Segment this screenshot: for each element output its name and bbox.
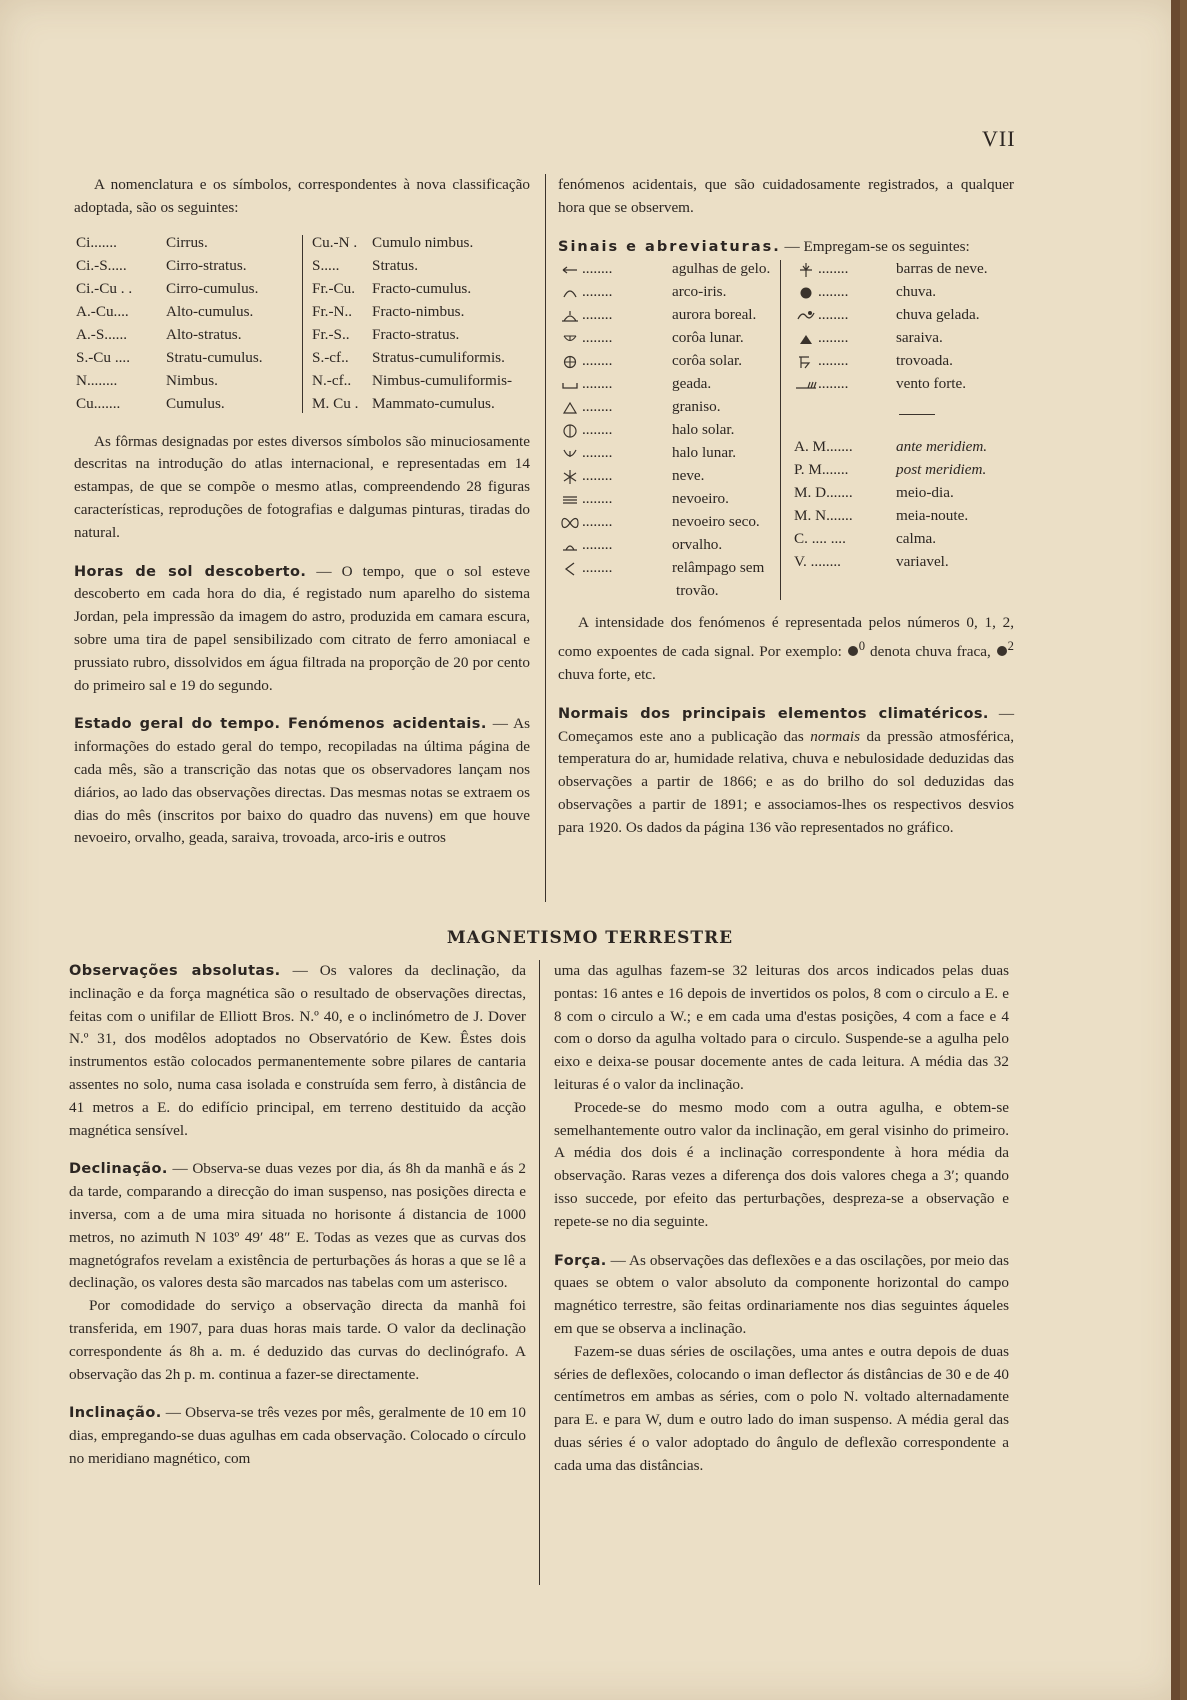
snow-icon: [558, 465, 582, 488]
leader-dots: ........: [582, 444, 613, 462]
abbreviation-value: post meridiem.: [896, 461, 987, 479]
sign-row: [558, 304, 780, 327]
sign-label: geada.: [672, 375, 712, 393]
horas-heading: Horas de sol descoberto.: [74, 563, 307, 580]
incl-continued-2: Procede-se do mesmo modo com a outra agulha, e obtem-se semelhantemente outro valor da inclinação, em geral visinho do primeiro. A média dos dois é a inclinação correspondente à hora média da observação. Raras vezes a diferença dos dois valores chega a 3′; quando isso succede, por efeito das perturbações, despreza-se a observação e repete-se no dia seguinte.: [554, 1098, 1009, 1230]
decl-text: — Observa-se duas vezes por dia, ás 8h da manhã e ás 2 da tarde, comparando a direcção do iman suspenso, nas posições directa e inversa, com a de uma mira situada no horisonte á distancia de 1000 metros, no azimuth N 103º 49′ 48″ E. Todas as vezes que as curvas dos magnetógrafos revelam a existência de perturbações ás horas a que se lê a declinação, os valores desta são marcados nas tabelas com um asterisco.: [69, 1160, 526, 1292]
sign-label: aurora boreal.: [672, 306, 757, 324]
cloud-table: [74, 231, 530, 417]
sign-row: [558, 511, 780, 534]
intensidade-text: A intensidade dos fenómenos é representada pelos números 0, 1, 2, como expoentes de cada signal. Por exemplo:: [558, 614, 1014, 661]
sign-row: [794, 258, 1018, 281]
obs-paragraph: [69, 960, 526, 1142]
forca-heading: Força.: [554, 1252, 607, 1269]
strong-wind-icon: [794, 373, 818, 396]
leader-dots: ........: [818, 306, 849, 324]
cloud-name: Mammato-cumulus.: [372, 394, 495, 412]
cloud-row: [312, 300, 512, 323]
cloud-name: Alto-cumulus.: [166, 302, 254, 320]
cloud-list-left: [76, 231, 263, 415]
cloud-row: [76, 323, 263, 346]
sign-row: [558, 465, 780, 488]
normais-text-2: da pressão atmosférica, temperatura do ar, humidade relativa, chuva e nebulosidade deduzidas das observações a partir de 1866; e as do brilho do sol deduzidas das observações a partir de 1891; e associamos-lhes os respectivos desvios para 1920. Os dados da página 136 vão representados no gráfico.: [558, 727, 1014, 836]
normais-paragraph: [558, 703, 1014, 840]
cloud-name: Nimbus.: [166, 371, 218, 389]
decl-heading: Declinação.: [69, 1161, 168, 1178]
sign-label: trovoada.: [896, 352, 953, 370]
abbreviation-value: variavel.: [896, 553, 949, 571]
sign-label: corôa solar.: [672, 352, 743, 370]
signs-table: [558, 258, 1014, 604]
cloud-row: [76, 392, 263, 415]
sign-label: barras de neve.: [896, 260, 988, 278]
abbreviation-value: calma.: [896, 530, 937, 548]
rain-icon: [847, 645, 859, 657]
column-divider-top: [545, 174, 546, 902]
column-divider-bottom: [539, 960, 540, 1585]
abbreviation-key: C. .... ....: [794, 530, 846, 548]
abbreviation-key: P. M.......: [794, 461, 849, 479]
incl-text: — Observa-se três vezes por mês, geralmente de 10 em 10 dias, empregando-se duas agulhas em cada observação. Colocado o círculo no meridiano magnético, com: [69, 1404, 526, 1467]
abbreviation-value: meia-noute.: [896, 507, 969, 525]
cloud-name: Alto-stratus.: [166, 325, 242, 343]
sign-row: [558, 373, 780, 396]
hail-icon: [794, 327, 818, 350]
left-bottom-column: [69, 960, 526, 1471]
leader-dots: ........: [582, 490, 613, 508]
rain-icon: [794, 281, 818, 304]
cloud-row: [76, 277, 263, 300]
forca-text: — As observações das deflexões e a das oscilações, por meio das quaes se obtem o valor absoluto da componente horizontal do campo magnético terrestre, são feitas ordinariamente nos dias seguintes áqueles em que se observa a inclinação.: [554, 1251, 1009, 1337]
cloud-abbreviation: Cu.......: [76, 394, 121, 412]
cloud-row: [312, 323, 512, 346]
abbreviation-row: [794, 505, 1018, 528]
cloud-abbreviation: N........: [76, 371, 118, 389]
sign-label: chuva gelada.: [896, 306, 980, 324]
leader-dots: ........: [582, 329, 613, 347]
solar-corona-icon: [558, 350, 582, 373]
page-number: VII: [982, 126, 1016, 151]
page-edge: [1171, 0, 1180, 1700]
sign-row: [794, 373, 1018, 396]
sign-label-continued: trovão.: [676, 582, 719, 600]
signs-divider: [780, 260, 781, 600]
abbreviation-key: M. D.......: [794, 484, 853, 502]
estado-text: — As informações do estado geral do tempo, recopiladas na última página de cada mês, são a transcrição das notas que os observadores lançam nos diários, ao lado das observações directas. Das mesmas notas se extraem os dias do mês (inscritos por baixo do quadro das nuvens) em que houve nevoeiro, orvalho, geada, saraiva, trovoada, arco-iris e outros: [74, 715, 530, 847]
sign-row: [794, 327, 1018, 350]
cloud-abbreviation: Fr.-N..: [312, 302, 353, 320]
cloud-row: [312, 369, 512, 392]
sign-label: vento forte.: [896, 375, 967, 393]
cloud-abbreviation: Ci.-S.....: [76, 256, 127, 274]
abbreviation-key: V. ........: [794, 553, 841, 571]
dew-icon: [558, 534, 582, 557]
leader-dots: ........: [582, 283, 613, 301]
rainbow-icon: [558, 281, 582, 304]
cloud-abbreviation: S.-Cu ....: [76, 348, 131, 366]
sign-row: [558, 419, 780, 442]
abbrev-separator: [899, 414, 935, 415]
rain-icon: [996, 645, 1008, 657]
cloud-name: Stratu-cumulus.: [166, 348, 263, 366]
normais-heading: Normais dos principais elementos climatéricos.: [558, 705, 989, 722]
forca-paragraph: [554, 1250, 1009, 1341]
cloud-row: [312, 231, 512, 254]
cloud-abbreviation: N.-cf..: [312, 371, 352, 389]
right-top-column: [558, 174, 1014, 840]
sign-label: corôa lunar.: [672, 329, 744, 347]
cloud-name: Fracto-nimbus.: [372, 302, 465, 320]
cloud-abbreviation: M. Cu .: [312, 394, 359, 412]
abbreviation-value: ante meridiem.: [896, 438, 988, 456]
leader-dots: ........: [582, 421, 613, 439]
cloud-abbreviation: A.-Cu....: [76, 302, 129, 320]
abbreviation-key: M. N.......: [794, 507, 853, 525]
sign-label: agulhas de gelo.: [672, 260, 771, 278]
normais-text-1: — Começamos este ano a publicação das: [558, 704, 1015, 745]
right-bottom-column: [554, 960, 1009, 1478]
needle-icon: [558, 258, 582, 281]
rain-strong-example: 2: [996, 643, 1014, 660]
obs-heading: Observações absolutas.: [69, 963, 281, 979]
sign-row: [794, 304, 1018, 327]
leader-dots: ........: [582, 536, 613, 554]
sign-label: halo solar.: [672, 421, 735, 439]
sign-label: orvalho.: [672, 536, 723, 554]
snow-bars-icon: [794, 258, 818, 281]
cloud-abbreviation: S.-cf..: [312, 348, 349, 366]
horas-paragraph: [74, 561, 530, 698]
sign-row: [558, 442, 780, 465]
thunderstorm-icon: [794, 350, 818, 373]
fog-icon: [558, 488, 582, 511]
leader-dots: ........: [582, 559, 613, 577]
cloud-row: [76, 300, 263, 323]
cloud-row: [76, 254, 263, 277]
leader-dots: ........: [582, 352, 613, 370]
incl-continued: uma das agulhas fazem-se 32 leituras dos arcos indicados pelas duas pontas: 16 antes e 16 depois de invertidos os polos, 8 com o circulo a E. e 8 com o circulo a W.; e em cada uma d'estas posições, 4 com a face e 4 com o dorso da agulha voltado para o circulo. Suspende-se a agulha pelo eixo e deixa-se pousar docemente antes de cada leitura. A média das 32 leituras é o valor da inclinação.: [554, 962, 1009, 1093]
cloud-row: [76, 231, 263, 254]
cloud-list-right: [312, 231, 512, 415]
aurora-icon: [558, 304, 582, 327]
abbreviation-row: [794, 459, 1018, 482]
sign-row: [558, 350, 780, 373]
cloud-name: Stratus.: [372, 256, 418, 274]
sign-row: [558, 557, 780, 580]
cloud-name: Cumulus.: [166, 394, 225, 412]
solar-halo-icon: [558, 419, 582, 442]
lunar-corona-icon: [558, 327, 582, 350]
cloud-name: Cirro-cumulus.: [166, 279, 259, 297]
cloud-row: [312, 392, 512, 415]
incl-paragraph: [69, 1402, 526, 1470]
cloud-abbreviation: A.-S......: [76, 325, 128, 343]
cloud-abbreviation: Ci.-Cu . .: [76, 279, 133, 297]
sign-label: saraiva.: [896, 329, 943, 347]
leader-dots: ........: [818, 352, 849, 370]
cloud-abbreviation: Ci.......: [76, 233, 117, 251]
sign-label: nevoeiro seco.: [672, 513, 760, 531]
sign-label: nevoeiro.: [672, 490, 729, 508]
signs-list-left: [558, 258, 780, 603]
decl-paragraph: [69, 1158, 526, 1295]
intensidade-paragraph: [558, 612, 1014, 686]
cloud-abbreviation: Cu.-N .: [312, 233, 358, 251]
leader-dots: ........: [582, 375, 613, 393]
leader-dots: ........: [582, 398, 613, 416]
section-title: MAGNETISMO TERRESTRE: [446, 928, 734, 948]
leader-dots: ........: [582, 260, 613, 278]
nomenclature-intro: A nomenclatura e os símbolos, correspondentes à nova classificação adoptada, são os seguintes:: [74, 176, 530, 216]
cloud-abbreviation: Fr.-Cu.: [312, 279, 356, 297]
obs-text: — Os valores da declinação, da inclinação e da força magnética são o resultado de observações directas, feitas com o unifilar de Elliott Bros. N.º 40, e o inclinómetro de J. Dover N.º 31, dos modêlos adoptados no Observatório de Kew. Êstes dois instrumentos estão colocados permanentemente sobre pilares de cantaria assentes no solo, numa casa isolada e construída sem ferro, à distância de 41 metros a E. do edifício principal, em terreno destituido da acção magnética sensível.: [69, 962, 526, 1139]
cloud-row: [312, 346, 512, 369]
intensidade-example-1: denota chuva fraca,: [870, 643, 991, 661]
cloud-name: Stratus-cumuliformis.: [372, 348, 505, 366]
sign-row: [794, 281, 1018, 304]
horas-text: — O tempo, que o sol esteve descoberto em cada hora do dia, é registado num aparelho do sistema Jordan, pela impressão da imagem do astro, produzida em camara escura, sobre uma tira de papel sensibilizado com citrato de ferro amoniacal e prussiato rubro, dissolvidos em água filtrada na proporção de 20 por cento do primeiro sal e 19 do segundo.: [74, 562, 531, 694]
cloud-abbreviation: S.....: [312, 256, 340, 274]
sign-label: graniso.: [672, 398, 721, 416]
sign-row: [558, 327, 780, 350]
estado-heading: Estado geral do tempo. Fenómenos acidentais.: [74, 716, 487, 733]
sign-row: [558, 534, 780, 557]
normais-text-italic: normais: [810, 727, 861, 745]
sinais-heading: Sinais e abreviaturas.: [558, 238, 781, 255]
rain-weak-example: 0: [847, 643, 870, 660]
leader-dots: ........: [818, 260, 849, 278]
cloud-name: Nimbus-cumuliformis-: [372, 371, 513, 389]
cloud-row: [76, 346, 263, 369]
sign-label: relâmpago sem: [672, 559, 765, 577]
leader-dots: ........: [582, 513, 613, 531]
forca-paragraph-2: Fazem-se duas séries de oscilações, uma antes e outra depois de duas séries de deflexões, colocando o iman deflector ás distâncias de 30 e de 40 centímetros em ambas as séries, com o polo N. voltado alternadamente para E. e para W, dum e outro lado do iman suspenso. A média geral das duas séries é o valor adoptado do ângulo de deflexão correspondente a cada uma das distâncias.: [554, 1342, 1009, 1474]
leader-dots: ........: [582, 467, 613, 485]
left-top-column: [74, 174, 530, 850]
leader-dots: ........: [818, 329, 849, 347]
intensidade-example-2: chuva forte, etc.: [558, 666, 656, 684]
cloud-name: Cirrus.: [166, 233, 208, 251]
leader-dots: ........: [818, 375, 849, 393]
cloud-row: [312, 277, 512, 300]
graupel-icon: [558, 396, 582, 419]
abbreviation-row: [794, 436, 1018, 459]
cloud-name: Fracto-stratus.: [372, 325, 460, 343]
cloud-table-divider: [302, 235, 303, 413]
sign-row: [558, 396, 780, 419]
cloud-row: [76, 369, 263, 392]
abbreviation-key: A. M.......: [794, 438, 853, 456]
dry-fog-icon: [558, 511, 582, 534]
sign-row: [558, 258, 780, 281]
sign-label: arco-iris.: [672, 283, 727, 301]
sign-row: [558, 488, 780, 511]
fenomenos-continued: fenómenos acidentais, que são cuidadosamente registrados, a qualquer hora que se observem.: [558, 176, 1014, 216]
lunar-halo-icon: [558, 442, 582, 465]
cloud-name: Fracto-cumulus.: [372, 279, 472, 297]
frost-icon: [558, 373, 582, 396]
decl-paragraph-2: Por comodidade do serviço a observação directa da manhã foi transferida, em 1907, para duas horas mais tarde. O valor da declinação correspondente ás 8h a. m. é deduzido das curvas do declinógrafo. A observação das 2h p. m. continua a fazer-se directamente.: [69, 1297, 526, 1383]
cloud-name: Cirro-stratus.: [166, 256, 247, 274]
sign-row: [794, 350, 1018, 373]
cloud-abbreviation: Fr.-S..: [312, 325, 350, 343]
leader-dots: ........: [582, 306, 613, 324]
leader-dots: ........: [818, 283, 849, 301]
sinais-paragraph: [558, 236, 1014, 259]
sign-row: [558, 281, 780, 304]
cloud-row: [312, 254, 512, 277]
sign-label: neve.: [672, 467, 705, 485]
estado-paragraph: [74, 713, 530, 850]
abbreviation-value: meio-dia.: [896, 484, 954, 502]
abbreviation-row: [794, 528, 1018, 551]
formas-paragraph: As fôrmas designadas por estes diversos símbolos são minuciosamente descritas na introdução do atlas internacional, e representadas em 14 estampas, de que se compõe o mesmo atlas, compreendendo 28 figuras características, reproduções de fotografias e dalgumas pinturas, tiradas do natural.: [74, 432, 530, 541]
lightning-icon: [558, 557, 582, 580]
freezing-rain-icon: [794, 304, 818, 327]
sinais-text: — Empregam-se os seguintes:: [780, 237, 970, 255]
sign-label: chuva.: [896, 283, 937, 301]
signs-list-right: [794, 258, 1018, 574]
sign-label: halo lunar.: [672, 444, 737, 462]
incl-heading: Inclinação.: [69, 1405, 162, 1422]
abbreviation-row: [794, 551, 1018, 574]
cloud-name: Cumulo nimbus.: [372, 233, 474, 251]
abbreviation-row: [794, 482, 1018, 505]
